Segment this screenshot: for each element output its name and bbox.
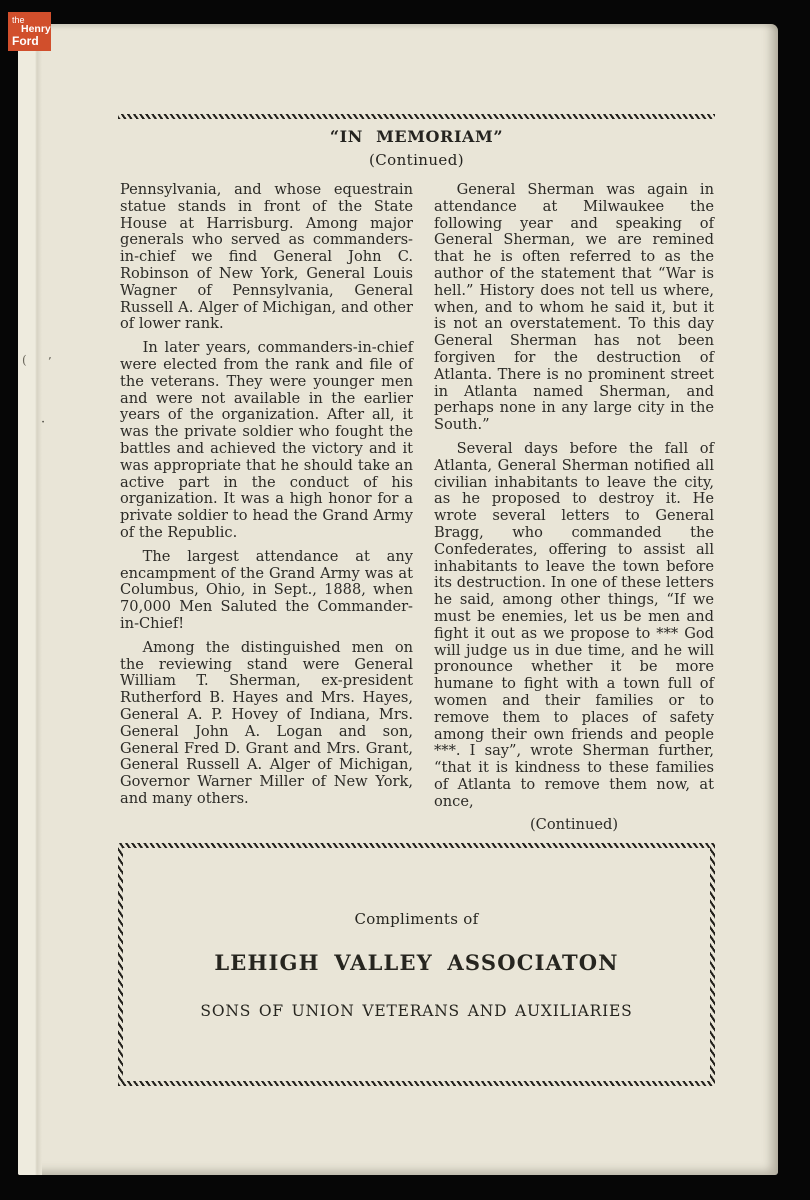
paragraph: The largest attendance at any encampment of the Grand Army was at Columbus, Ohio, in Sept., 1888, when 70,000 Men Saluted the Commander-in-Chief! [120, 547, 413, 632]
henry-ford-logo [8, 12, 51, 51]
ad-organization-name: LEHIGH VALLEY ASSOCIATON [214, 949, 619, 975]
paragraph: Several days before the fall of Atlanta, General Sherman notified all civilian inhabitants to leave the city, as he proposed to destroy it. He wrote several letters to General Bragg, who commanded the Confederates, offering to assist all inhabitants to leave the town before its destruction. In one of these letters he said, among other things, “If we must be enemies, let us be men and fight it out as we propose to *** God will judge us in due time, and he will pronounce whether it be more humane to fight with a town full of women and their families or to remove them to places of safety among their own friends and people ***. I say”, wrote Sherman further, “that it is kindness to these families of Atlanta to remove them now, at once, [434, 439, 714, 810]
paragraph: In later years, commanders-in-chief were elected from the rank and file of the veterans. They were younger men and were not available in the earlier years of the organization. After all, it was the private soldier who fought the battles and achieved the victory and it was appropriate that he should take an active part in the conduct of his organization. It was a high honor for a private soldier to head the Grand Army of the Republic. [120, 339, 413, 541]
page-title: “IN MEMORIAM” [329, 127, 504, 146]
scan-artifact: ( [22, 353, 27, 367]
advertisement-box [118, 843, 715, 1086]
logo-text-ford: Ford [12, 34, 39, 48]
paragraph: Among the distinguished men on the reviewing stand were General William T. Sherman, ex-president Rutherford B. Hayes and Mrs. Hayes, General A. P. Hovey of Indiana, Mrs. General John A. Logan and son, General Fred D. Grant and Mrs. Grant, General Russell A. Alger of Michigan, Governor Warner Miller of New York, and many others. [120, 638, 413, 807]
ad-compliments-text: Compliments of [354, 909, 479, 928]
logo-text-henry: Henry [21, 23, 51, 35]
paragraph: Pennsylvania, and whose equestrain statue stands in front of the State House at Harrisburg. Among major generals who served as commanders-in-chief we find General John C. Robinson of New York, General Louis Wagner of Pennsylvania, General Russell A. Alger of Michigan, and other of lower rank. [120, 181, 413, 333]
article-body [120, 182, 714, 841]
right-column [434, 182, 714, 841]
page-gutter-fold [18, 24, 42, 1175]
paragraph: General Sherman was again in attendance at Milwaukee the following year and speaking of General Sherman, we are remined that he is often referred to as the author of the statement that “War is hell.” History does not tell us where, when, and to whom he said it, but it is not an overstatement. To this day General Sherman has not been forgiven for the destruction of Atlanta. There is no prominent street in Atlanta named Sherman, and perhaps none in any large city in the South.” [434, 181, 714, 434]
logo-text-the: the [12, 15, 25, 25]
continued-note: (Continued) [529, 816, 619, 834]
ad-organization-subtitle: SONS OF UNION VETERANS AND AUXILIARIES [200, 1001, 633, 1020]
scanned-page [18, 24, 778, 1175]
advertisement-content [123, 848, 710, 1081]
continued-label: (Continued) [369, 151, 464, 169]
article-header [118, 127, 715, 169]
rope-divider [118, 114, 715, 119]
scan-artifact: · [41, 415, 46, 430]
left-column [120, 182, 413, 841]
scan-artifact: ’ [48, 355, 52, 368]
